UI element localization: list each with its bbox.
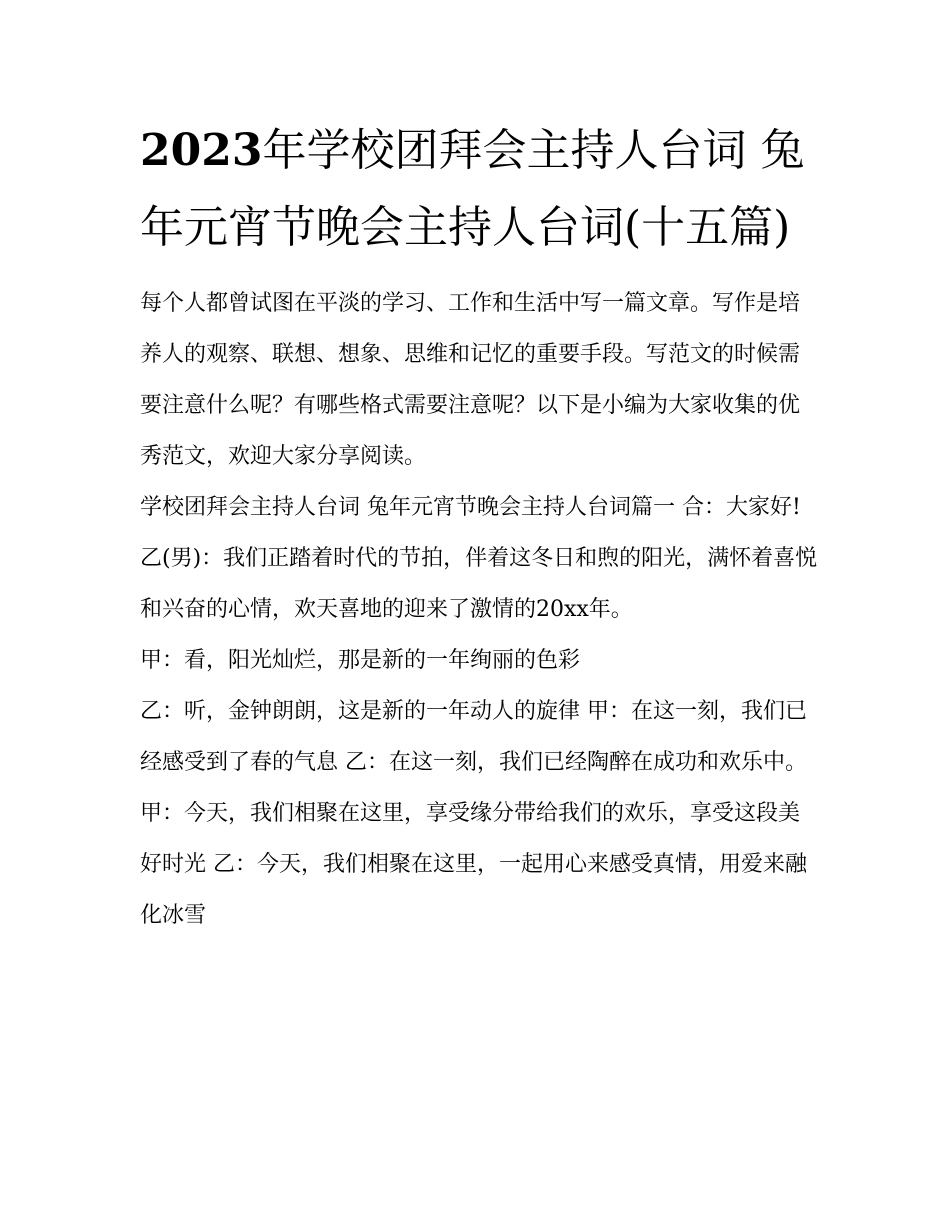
document-title <box>140 112 820 266</box>
dialogue-paragraph: 乙：听，金钟朗朗，这是新的一年动人的旋律 甲：在这一刻，我们已经感受到了春的气息 乙：在这一刻，我们已经陶醉在成功和欢乐中。 <box>140 699 807 775</box>
dialogue-paragraph: 甲：今天，我们相聚在这里，享受缘分带给我们的欢乐，享受这段美好时光 乙：今天，我们相聚在这里，一起用心来感受真情，用爱来融化冰雪 <box>140 801 807 928</box>
title-text: 年学校团拜会主持人台词 兔年元宵节晚会主持人台词(十五篇) <box>140 125 805 253</box>
dialogue-paragraph: 乙(男)：我们正踏着时代的节拍，伴着这冬日和煦的阳光，满怀着喜悦和兴奋的心情，欢天喜地的迎来了激情的20xx年。 <box>140 546 818 622</box>
document-body <box>140 278 820 941</box>
dialogue-paragraph: 甲：看，阳光灿烂，那是新的一年绚丽的色彩 <box>140 648 581 673</box>
section-heading-paragraph: 学校团拜会主持人台词 兔年元宵节晚会主持人台词篇一 合：大家好! <box>140 495 801 520</box>
intro-paragraph: 每个人都曾试图在平淡的学习、工作和生活中写一篇文章。写作是培养人的观察、联想、想象、思维和记忆的重要手段。写范文的时候需要注意什么呢？有哪些格式需要注意呢？以下是小编为大家收集的优秀范文，欢迎大家分享阅读。 <box>140 291 801 469</box>
document-page <box>140 112 820 941</box>
title-year: 2023 <box>140 125 263 176</box>
